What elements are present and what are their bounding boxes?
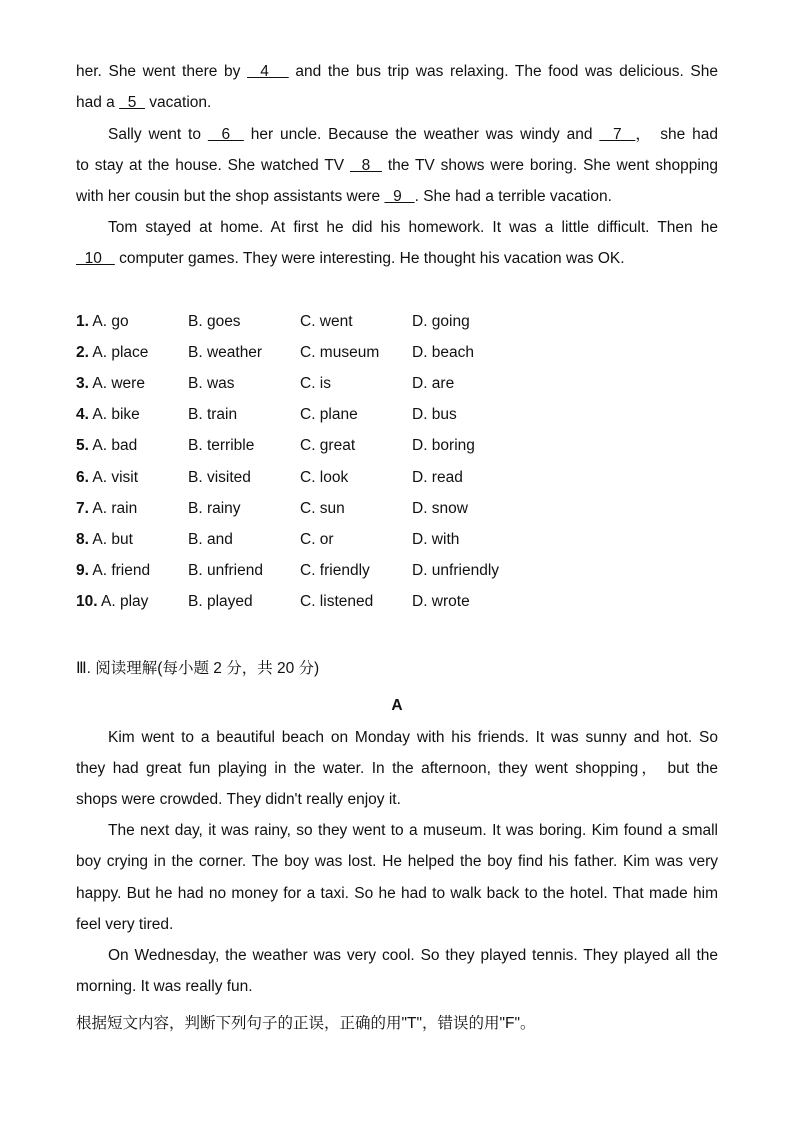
blank-9: 9 [384, 188, 415, 205]
cloze-line-4: to stay at the house. She watched TV 8 the TV shows were boring. She went shopping [76, 157, 719, 174]
passage-line: boy crying in the corner. The boy was lost. He helped the boy find his father. Kim was very [76, 853, 718, 870]
question-row: 5. A. bad B. terrible C. great D. boring [76, 437, 475, 454]
question-row: 10. A. play B. played C. listened D. wrote [76, 593, 470, 610]
blank-7: 7 [599, 126, 636, 143]
question-row: 8. A. but B. and C. or D. with [76, 531, 460, 548]
passage-line: feel very tired. [76, 916, 174, 933]
passage-line: On Wednesday, the weather was very cool. So they played tennis. They played all the [108, 947, 718, 964]
passage-label: A [391, 697, 403, 714]
section-3-title: Ⅲ. 阅读理解(每小题 2 分，共 20 分) [76, 660, 320, 677]
passage-line: Kim went to a beautiful beach on Monday with his friends. It was sunny and hot. So [108, 729, 718, 746]
passage-line: shops were crowded. They didn't really enjoy it. [76, 791, 401, 808]
cloze-line-1: her. She went there by 4 and the bus trip was relaxing. The food was delicious. She [76, 63, 718, 80]
cloze-line-3: Sally went to 6 her uncle. Because the weather was windy and 7 ， she had [108, 126, 718, 143]
passage-line: morning. It was really fun. [76, 978, 253, 995]
question-row: 7. A. rain B. rainy C. sun D. snow [76, 500, 468, 517]
cloze-line-2: had a 5 vacation. [76, 94, 212, 111]
blank-5: 5 [119, 94, 145, 111]
passage-line: they had great fun playing in the water. In the afternoon, they went shopping， but the [76, 760, 718, 777]
question-row: 1. A. go B. goes C. went D. going [76, 313, 470, 330]
question-row: 6. A. visit B. visited C. look D. read [76, 469, 463, 486]
blank-4: 4 [246, 63, 289, 80]
blank-10: 10 [76, 250, 115, 267]
passage-line: The next day, it was rainy, so they went to a museum. It was boring. Kim found a small [108, 822, 718, 839]
cloze-line-5: with her cousin but the shop assistants were 9 . She had a terrible vacation. [76, 188, 612, 205]
cloze-line-6: Tom stayed at home. At first he did his homework. It was a little difficult. Then he [108, 219, 718, 236]
cloze-line-7: 10 computer games. They were interesting. He thought his vacation was OK. [76, 250, 625, 267]
question-row: 2. A. place B. weather C. museum D. beach [76, 344, 475, 361]
blank-6: 6 [207, 126, 244, 143]
question-row: 9. A. friend B. unfriend C. friendly D. unfriendly [76, 562, 500, 579]
instruction: 根据短文内容，判断下列句子的正误，正确的用"T"，错误的用"F"。 [76, 1015, 536, 1032]
question-row: 3. A. were B. was C. is D. are [76, 375, 455, 392]
passage-line: happy. But he had no money for a taxi. So he had to walk back to the hotel. That made him [76, 885, 718, 902]
blank-8: 8 [349, 157, 382, 174]
question-row: 4. A. bike B. train C. plane D. bus [76, 406, 457, 423]
